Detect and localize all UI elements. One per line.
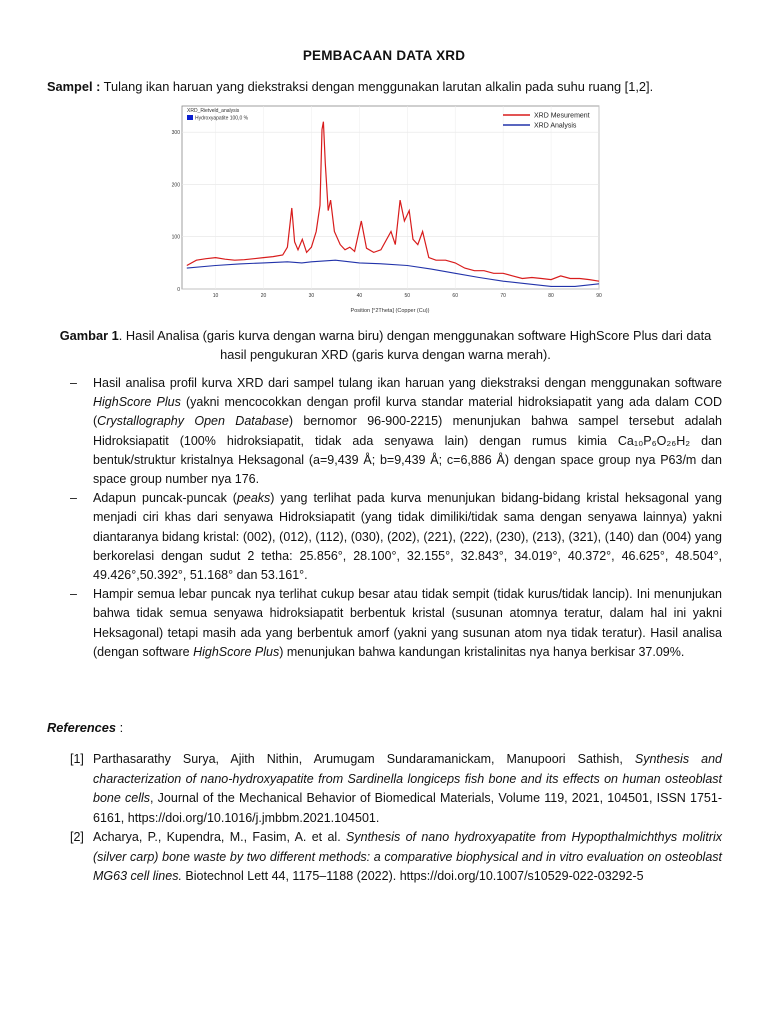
x-tick-label: 90 (596, 293, 602, 299)
reference-list (70, 750, 722, 887)
references-heading (47, 720, 123, 735)
y-tick-label: 200 (171, 182, 180, 189)
phase-swatch (187, 115, 193, 120)
x-tick-label: 40 (356, 293, 363, 299)
legend-analysis-label: XRD Analysis (534, 122, 577, 130)
bullet-text: (yakni mencocokkan dengan profil kurva standar material hidroksiapatit yang ada dalam COD ( (93, 395, 722, 429)
reference-italic: Synthesis of nano hydroxyapatite from Hypopthalmichthys molitrix (silver carp) bone waste by two different methods: a comparative biophysical and in vitro evaluation on osteoblast MG63 cell lines. (93, 830, 722, 883)
x-axis-label: Position [°2Theta] (Copper (Cu)) (350, 308, 430, 314)
bullet-italic: HighScore Plus (193, 644, 280, 659)
bullet-text: Hasil analisa profil kurva XRD dari sampel tulang ikan haruan yang diekstraksi dengan menggunakan software (93, 376, 722, 390)
reference-number: [2] (70, 830, 84, 844)
references-title: References (47, 720, 117, 735)
sample-text: Tulang ikan haruan yang diekstraksi dengan menggunakan larutan alkalin pada suhu ruang [1,2]. (103, 79, 654, 94)
reference-item-1 (70, 750, 722, 828)
bullet-text: Hampir semua lebar puncak nya terlihat cukup besar atau tidak sempit (tidak kurus/tidak lancip). Ini menunjukan bahwa tidak semua senyawa hidroksiapatit berbentuk kristal (susunan atomnya teratur, dalam hal ini yakni Heksagonal) tetapi masih ada yang berbentuk amorf (yakni yang susunan atom nya tidak teratur). Hasil analisa (dengan software (93, 587, 722, 659)
reference-text: Acharya, P., Kupendra, M., Fasim, A. et al. (93, 830, 347, 844)
xrd-chart-figure (170, 103, 602, 315)
analysis-label: XRD_Rietveld_analysis (187, 108, 240, 114)
bullet-item-1 (70, 374, 722, 489)
x-tick-label: 10 (212, 293, 219, 299)
legend-measurement-label: XRD Mesurement (534, 112, 590, 120)
bullet-text: ) yang terlihat pada kurva menunjukan bidang-bidang kristal heksagonal yang menjadi ciri khas dari senyawa Hidroksiapatit (yang tidak dimiliki/tidak sama dengan senyawa lainnya) yakni diantaranya bidang kristal: (002), (012), (112), (030), (202), (221), (222), (230), (213), (321), (140) dan (004) yang berkorelasi dengan sudut 2 tetha: 25.856°, 28.100°, 32.155°, 32.843°, 34.019°, 40.372°, 46.625°, 48.504°, 49.426°,50.392°, 51.168° dan 53.161°. (93, 491, 722, 583)
plot-frame (182, 106, 599, 289)
reference-item-2 (70, 828, 722, 887)
bullet-italic: HighScore Plus (93, 395, 181, 410)
x-tick-label: 20 (260, 293, 267, 299)
bullet-text: ) bernomor 96-900-2215) menunjukan bahwa sampel tersebut adalah Hidroksiapatit (100% hidroksiapatit, tidak ada senyawa lain) dengan rumus kimia Ca₁₀P₆O₂₆H₂ dan bentuk/struktur kristalnya Heksagonal (a=9,439 Å; b=9,439 Å; c=6,886 Å) dengan space group nya P63/m dan space group number nya 176. (93, 414, 722, 487)
bullet-list (70, 374, 722, 662)
reference-text: Parthasarathy Surya, Ajith Nithin, Arumugam Sundaramanickam, Manupoori Sathish, (93, 752, 635, 766)
y-tick-label: 300 (171, 130, 180, 137)
y-tick-label: 100 (171, 234, 180, 241)
x-tick-label: 50 (404, 293, 411, 299)
reference-link[interactable]: , Journal of the Mechanical Behavior of Biomedical Materials, Volume 119, 2021, 104501, ISSN 1751-6161, https://doi.org/10.1016/j.jmbbm.2021.104501. (93, 791, 722, 825)
bullet-text: ) menunjukan bahwa kandungan kristalinitas nya hanya berkisar 37.09%. (279, 644, 685, 659)
sample-line (47, 79, 737, 94)
caption-label: Gambar 1 (59, 328, 119, 343)
phase-label: Hydroxyapatite 100,0 % (195, 115, 249, 122)
x-tick-label: 80 (548, 293, 554, 299)
bullet-item-2 (70, 489, 722, 585)
y-tick-label: 0 (177, 287, 180, 293)
bullet-text: Adapun puncak-puncak ( (93, 491, 237, 506)
caption-text: . Hasil Analisa (garis kurva dengan warna biru) dengan menggunakan software HighScore Plus dari data hasil pengukuran XRD (garis kurva dengan warna merah). (118, 328, 712, 362)
x-tick-label: 30 (308, 293, 315, 299)
x-tick-label: 70 (500, 293, 506, 299)
references-colon: : (116, 720, 124, 735)
x-tick-label: 60 (452, 293, 458, 299)
bullet-dash: – (70, 491, 77, 506)
bullet-dash: – (70, 376, 77, 390)
xrd-chart (170, 103, 602, 315)
page-title: PEMBACAAN DATA XRD (302, 48, 466, 63)
bullet-italic: Crystallography Open Database (97, 414, 289, 429)
reference-number: [1] (70, 752, 84, 766)
reference-italic: Synthesis and characterization of nano-hydroxyapatite from Sardinella longiceps fish bone and its effects on human osteoblast bone cells (93, 752, 722, 805)
figure-caption (58, 326, 713, 364)
bullet-italic: peaks (236, 491, 271, 506)
sample-label: Sampel : (47, 79, 101, 94)
bullet-item-3 (70, 585, 722, 662)
bullet-dash: – (70, 587, 77, 602)
reference-link[interactable]: Biotechnol Lett 44, 1175–1188 (2022). https://doi.org/10.1007/s10529-022-03292-5 (181, 869, 644, 883)
